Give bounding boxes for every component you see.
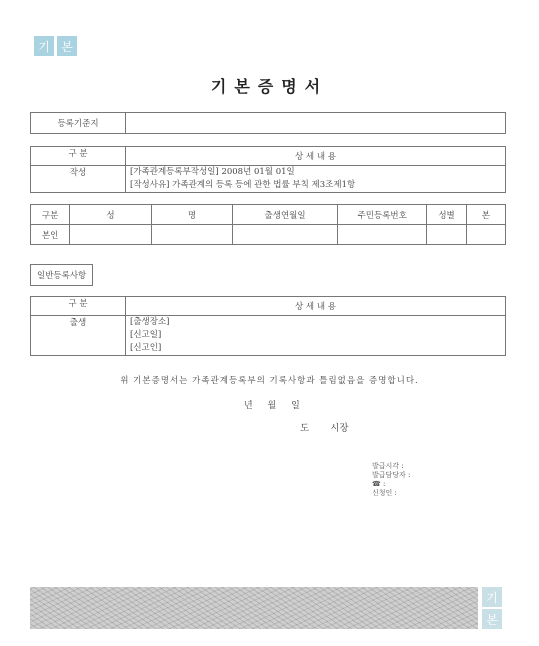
badge-char-2: 본	[57, 36, 77, 56]
phone-label: ☎ :	[372, 480, 386, 488]
issue-time-label: 발급시각 :	[372, 462, 404, 470]
creation-detail-table	[30, 146, 506, 193]
birth-line-reporter: [신고인]	[130, 343, 162, 353]
sample-badge-bottom	[482, 587, 502, 629]
detail-row-content	[126, 166, 506, 193]
detail-row-label: 작성	[31, 166, 126, 193]
birth-header-category: 구 분	[31, 297, 126, 316]
certification-statement: 위 기본증명서는 가족관계등록부의 기록사항과 틀림없음을 증명합니다.	[120, 376, 419, 386]
person-table	[30, 204, 506, 245]
general-section-label: 일반등록사항	[30, 264, 93, 286]
issuer-mayor: 도 시장	[300, 423, 349, 434]
detail-header-content: 상 세 내 용	[126, 147, 506, 166]
badge-bottom-char-1: 기	[482, 587, 502, 607]
birth-row-label: 출생	[31, 316, 126, 356]
issue-date-line: 년 월 일	[244, 401, 300, 411]
birth-line-place: [출생장소]	[130, 317, 170, 327]
person-resident-number-cell	[337, 225, 427, 245]
registry-table	[30, 112, 506, 134]
detail-line-1: [가족관계등록부작성일] 2008년 01월 01일	[130, 167, 295, 177]
person-gender-cell	[427, 225, 466, 245]
registry-value	[126, 113, 506, 134]
applicant-label: 신청인 :	[372, 489, 397, 497]
person-header-category: 구분	[31, 205, 70, 225]
birth-header-content: 상 세 내 용	[126, 297, 506, 316]
person-header-resident-number: 주민등록번호	[337, 205, 427, 225]
person-header-surname: 성	[70, 205, 152, 225]
birth-line-report-date: [신고일]	[130, 330, 162, 340]
person-header-birthdate: 출생연월일	[233, 205, 338, 225]
document-title: 기본증명서	[210, 77, 329, 96]
issue-info-block	[372, 462, 410, 498]
detail-line-2: [작성사유] 가족관계의 등록 등에 관한 법률 부칙 제3조제1항	[130, 180, 356, 190]
birth-row-content	[126, 316, 506, 356]
security-watermark-band	[30, 587, 478, 629]
detail-header-category: 구 분	[31, 147, 126, 166]
person-header-gender: 성별	[427, 205, 466, 225]
person-given-name-cell	[151, 225, 233, 245]
issue-officer-label: 발급담당자 :	[372, 471, 411, 479]
person-row-label: 본인	[31, 225, 70, 245]
person-header-given-name: 명	[151, 205, 233, 225]
sample-badge-top	[34, 36, 77, 56]
person-surname-cell	[70, 225, 152, 245]
person-header-origin: 본	[466, 205, 505, 225]
birth-detail-table	[30, 296, 506, 356]
person-origin-cell	[466, 225, 505, 245]
badge-char-1: 기	[34, 36, 54, 56]
badge-bottom-char-2: 본	[482, 609, 502, 629]
registry-label: 등록기준지	[31, 113, 126, 134]
person-birthdate-cell	[233, 225, 338, 245]
